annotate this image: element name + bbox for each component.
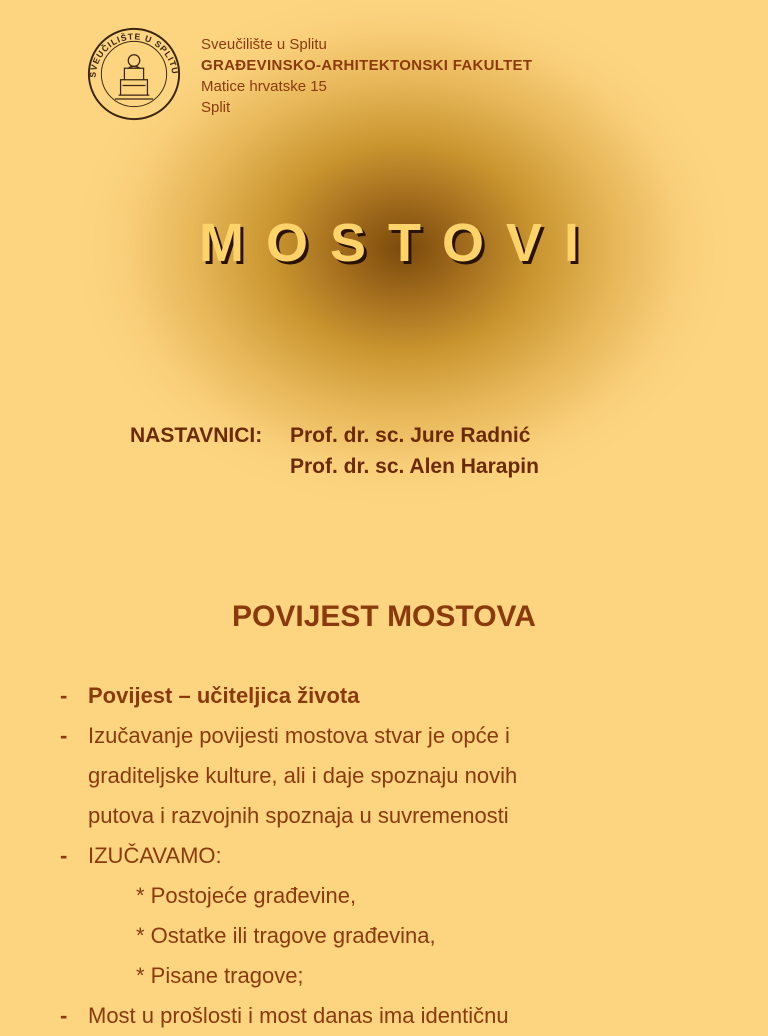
teachers-label: NASTAVNICI: [130,424,263,447]
bullet-list [60,676,517,1036]
faculty-name: GRAĐEVINSKO-ARHITEKTONSKI FAKULTET [201,57,533,74]
bullet-dash: - [60,1003,68,1028]
svg-text:SVEUČILIŠTE U SPLITU: SVEUČILIŠTE U SPLITU [87,31,181,79]
street-address: Matice hrvatske 15 [201,78,327,95]
slide-title: MOSTOVI [198,213,602,273]
bullet-dash: - [60,843,68,868]
list-item: - IZUČAVAMO: [60,836,517,876]
teacher-name: Prof. dr. sc. Alen Harapin [290,455,539,478]
bullet-dash: - [60,683,68,708]
teacher-name: Prof. dr. sc. Jure Radnić [290,424,531,447]
sub-item: * Postojeće građevine, [136,883,357,908]
city: Split [201,99,231,116]
institution-info [201,34,532,118]
list-item: - Most u prošlosti i most danas ima identičnu [60,996,517,1036]
bullet-dash: - [60,723,68,748]
list-item: - Povijest – učiteljica života [60,676,517,716]
university-seal-icon [86,26,182,122]
teachers-block [130,420,539,482]
sub-item: * Pisane tragove; [136,963,304,988]
list-item: - Izučavanje povijesti mostova stvar je opće i graditeljske kulture, ali i daje spoznaju novih putova i razvojnih spoznaja u suvremenosti [60,716,517,836]
sub-item: * Ostatke ili tragove građevina, [136,923,436,948]
section-title: POVIJEST MOSTOVA [232,600,536,633]
university-name: Sveučilište u Splitu [201,36,327,53]
